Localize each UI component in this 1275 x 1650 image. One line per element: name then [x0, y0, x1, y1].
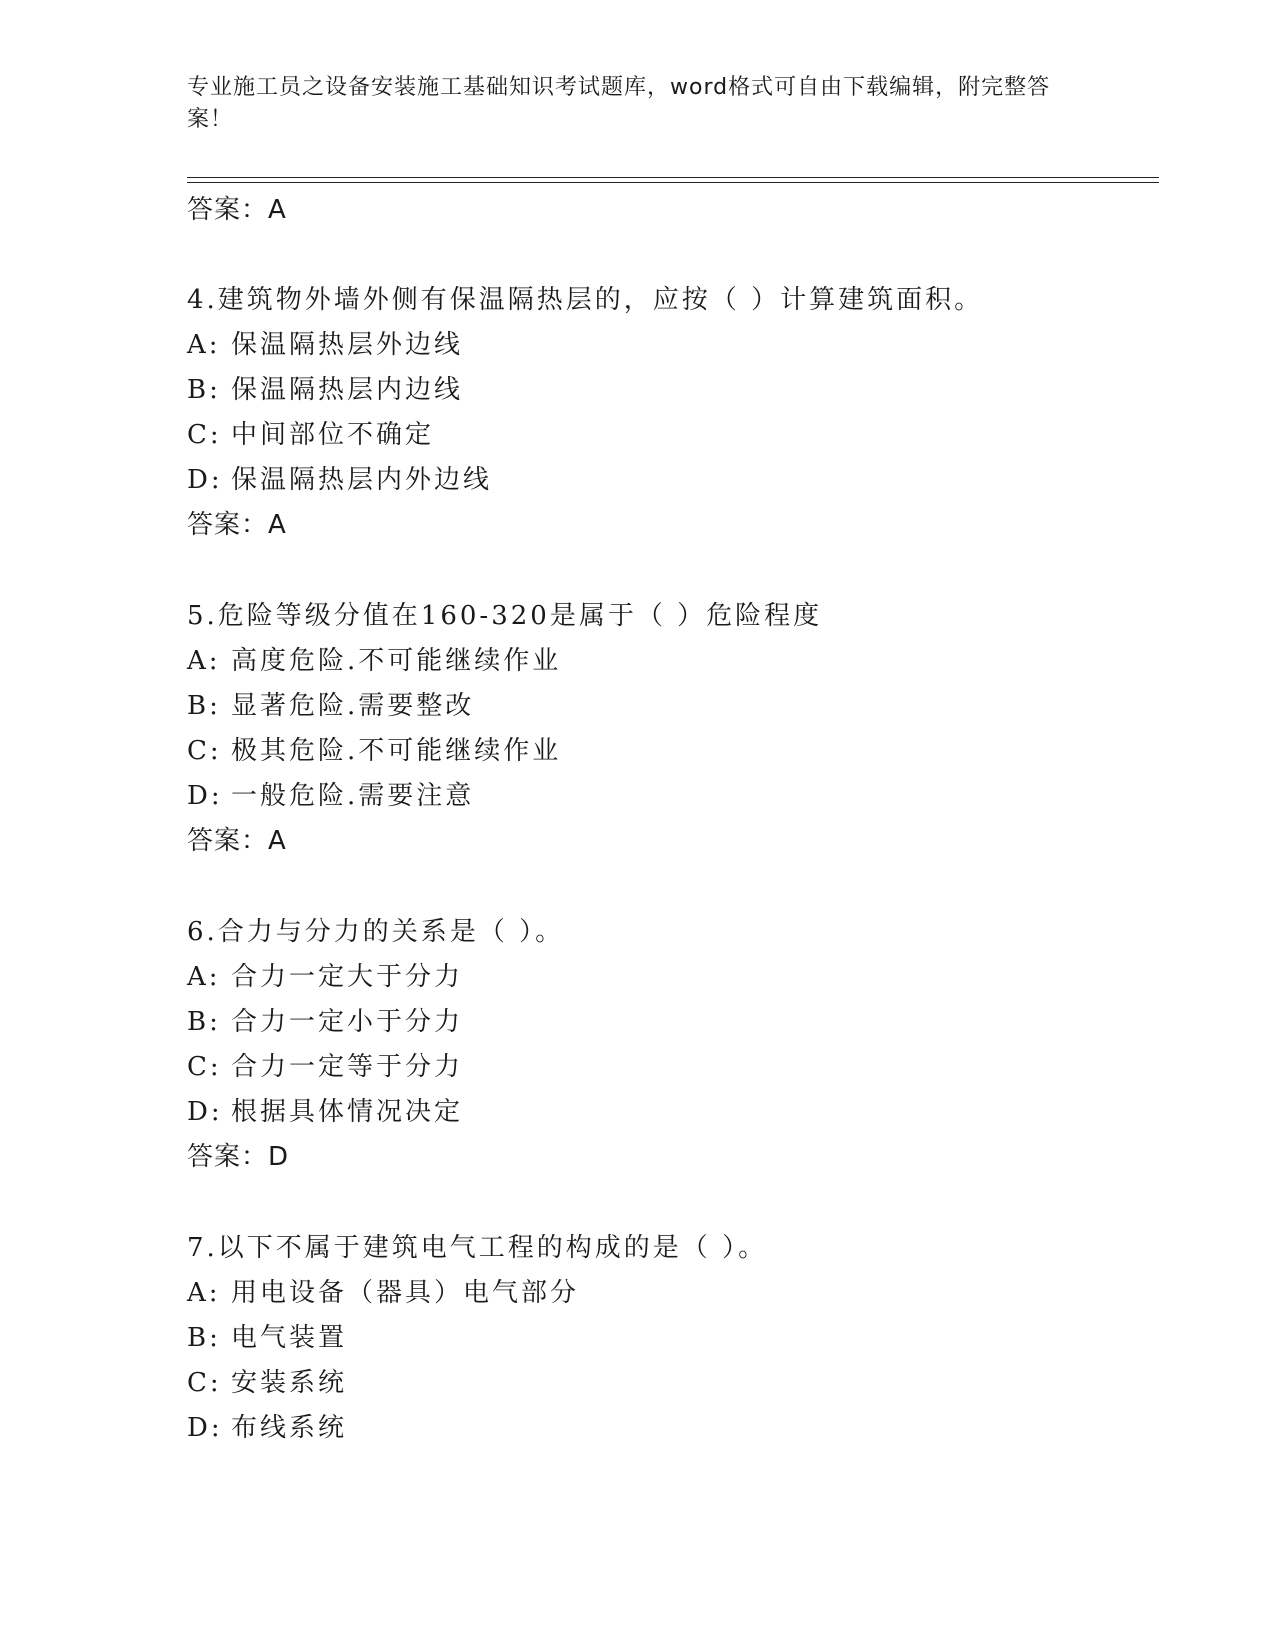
option-letter: B: [187, 1323, 221, 1353]
answer-value: D [268, 1142, 290, 1172]
option-letter: C: [187, 1052, 222, 1082]
option-letter: B: [187, 375, 221, 405]
option-text: 保温隔热层内外边线 [231, 465, 493, 495]
answer-value: A [268, 826, 287, 856]
option-c [187, 733, 561, 769]
option-text: 合力一定大于分力 [231, 962, 464, 992]
option-a [187, 959, 463, 995]
option-letter: A: [187, 330, 221, 360]
option-letter: C: [187, 420, 222, 450]
answer-label: 答案： [187, 1142, 269, 1172]
option-letter: B: [187, 1007, 221, 1037]
option-b [187, 1004, 463, 1040]
option-a [187, 1275, 579, 1311]
option-a [187, 327, 463, 363]
option-letter: D: [187, 781, 223, 811]
option-text: 用电设备（器具）电气部分 [231, 1278, 580, 1308]
header-rule-bottom [187, 182, 1159, 183]
option-letter: D: [187, 465, 223, 495]
option-letter: A: [187, 1278, 221, 1308]
question-stem: 4.建筑物外墙外侧有保温隔热层的，应按（ ）计算建筑面积。 [187, 285, 984, 315]
option-letter: D: [187, 1097, 223, 1127]
option-text: 根据具体情况决定 [231, 1097, 464, 1127]
option-text: 高度危险.不可能继续作业 [231, 646, 562, 676]
option-text: 电气装置 [231, 1323, 348, 1353]
header-text: 专业施工员之设备安装施工基础知识考试题库，word格式可自由下载编辑，附完整答案！ [187, 75, 1051, 132]
option-text: 显著危险.需要整改 [231, 691, 475, 721]
option-text: 一般危险.需要注意 [231, 781, 475, 811]
question-stem: 7.以下不属于建筑电气工程的构成的是（ ）。 [187, 1233, 768, 1263]
option-d [187, 1094, 463, 1130]
question-stem: 6.合力与分力的关系是（ ）。 [187, 917, 565, 947]
option-text: 安装系统 [231, 1368, 348, 1398]
option-b [187, 372, 463, 408]
option-c [187, 1049, 463, 1085]
answer-line [187, 823, 287, 859]
answer-value: A [268, 510, 287, 540]
answer-label: 答案： [187, 195, 269, 225]
option-a [187, 643, 561, 679]
document-header [187, 72, 1067, 136]
answer-value: A [268, 195, 287, 225]
option-c [187, 417, 434, 453]
question-stem: 5.危险等级分值在160-320是属于（ ）危险程度 [187, 601, 823, 631]
option-d [187, 778, 474, 814]
answer-line [187, 507, 287, 543]
option-letter: B: [187, 691, 221, 721]
header-rule-top [187, 177, 1159, 178]
answer-line [187, 1139, 289, 1175]
option-letter: A: [187, 646, 221, 676]
answer-label: 答案： [187, 510, 269, 540]
option-b [187, 1320, 347, 1356]
option-text: 极其危险.不可能继续作业 [231, 736, 562, 766]
option-d [187, 462, 492, 498]
option-text: 合力一定小于分力 [231, 1007, 464, 1037]
option-text: 合力一定等于分力 [231, 1052, 464, 1082]
option-text: 保温隔热层内边线 [231, 375, 464, 405]
option-letter: C: [187, 736, 222, 766]
answer-label: 答案： [187, 826, 269, 856]
option-d [187, 1410, 347, 1446]
option-text: 保温隔热层外边线 [231, 330, 464, 360]
option-letter: C: [187, 1368, 222, 1398]
option-c [187, 1365, 347, 1401]
option-letter: D: [187, 1413, 223, 1443]
option-b [187, 688, 474, 724]
option-text: 中间部位不确定 [231, 420, 435, 450]
option-letter: A: [187, 962, 221, 992]
option-text: 布线系统 [231, 1413, 348, 1443]
